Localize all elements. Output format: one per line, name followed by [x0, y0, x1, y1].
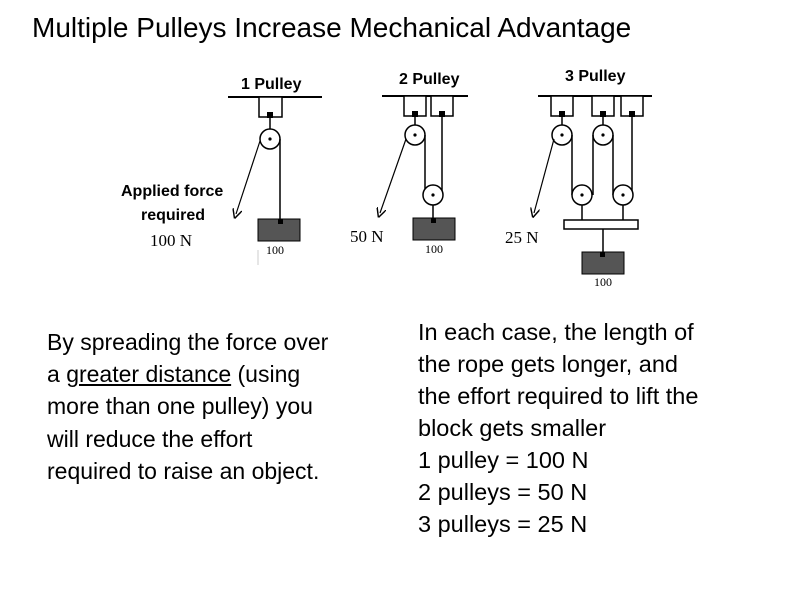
panel-3-force: 25 N: [505, 228, 539, 247]
panel-3-label: 3 Pulley: [565, 68, 626, 85]
panel-1-pulley: [121, 76, 322, 265]
explanation-left: [47, 326, 337, 487]
panel-2-pulley: [350, 71, 468, 256]
applied-force-label-2: required: [141, 207, 206, 224]
applied-force-label: Applied force: [121, 183, 224, 200]
explanation-text: By spreading the force over a: [47, 329, 329, 388]
applied-force-arrow: [534, 139, 554, 213]
right-line-3: the effort required to lift the: [418, 383, 699, 409]
panel-2-label: 2 Pulley: [399, 71, 460, 88]
panel-1-mass: 100: [266, 243, 284, 257]
right-line-4: block gets smaller: [418, 415, 607, 441]
underlined-phrase: greater distance: [66, 361, 232, 388]
panel-3-mass: 100: [594, 275, 612, 289]
right-line-2: the rope gets longer, and: [418, 351, 679, 377]
panel-2-force: 50 N: [350, 227, 384, 246]
panel-1-label: 1 Pulley: [241, 76, 302, 93]
explanation-text-2: (using more than one pulley) you will reduce the effort required to raise an object.: [47, 361, 320, 484]
panel-1-force: 100 N: [150, 231, 193, 250]
slide-title: Multiple Pulleys Increase Mechanical Advantage: [32, 12, 632, 43]
applied-force-arrow: [380, 139, 406, 213]
spreader-bar: [564, 220, 638, 229]
pulley-1-result: 1 pulley = 100 N: [418, 447, 589, 473]
applied-force-arrow: [236, 141, 260, 214]
explanation-right: [418, 316, 778, 540]
panel-2-mass: 100: [425, 242, 443, 256]
pulley-3-result: 3 pulleys = 25 N: [418, 511, 588, 537]
panel-3-pulley: [505, 68, 652, 289]
pulley-2-result: 2 pulleys = 50 N: [418, 479, 588, 505]
right-line-1: In each case, the length of: [418, 319, 694, 345]
